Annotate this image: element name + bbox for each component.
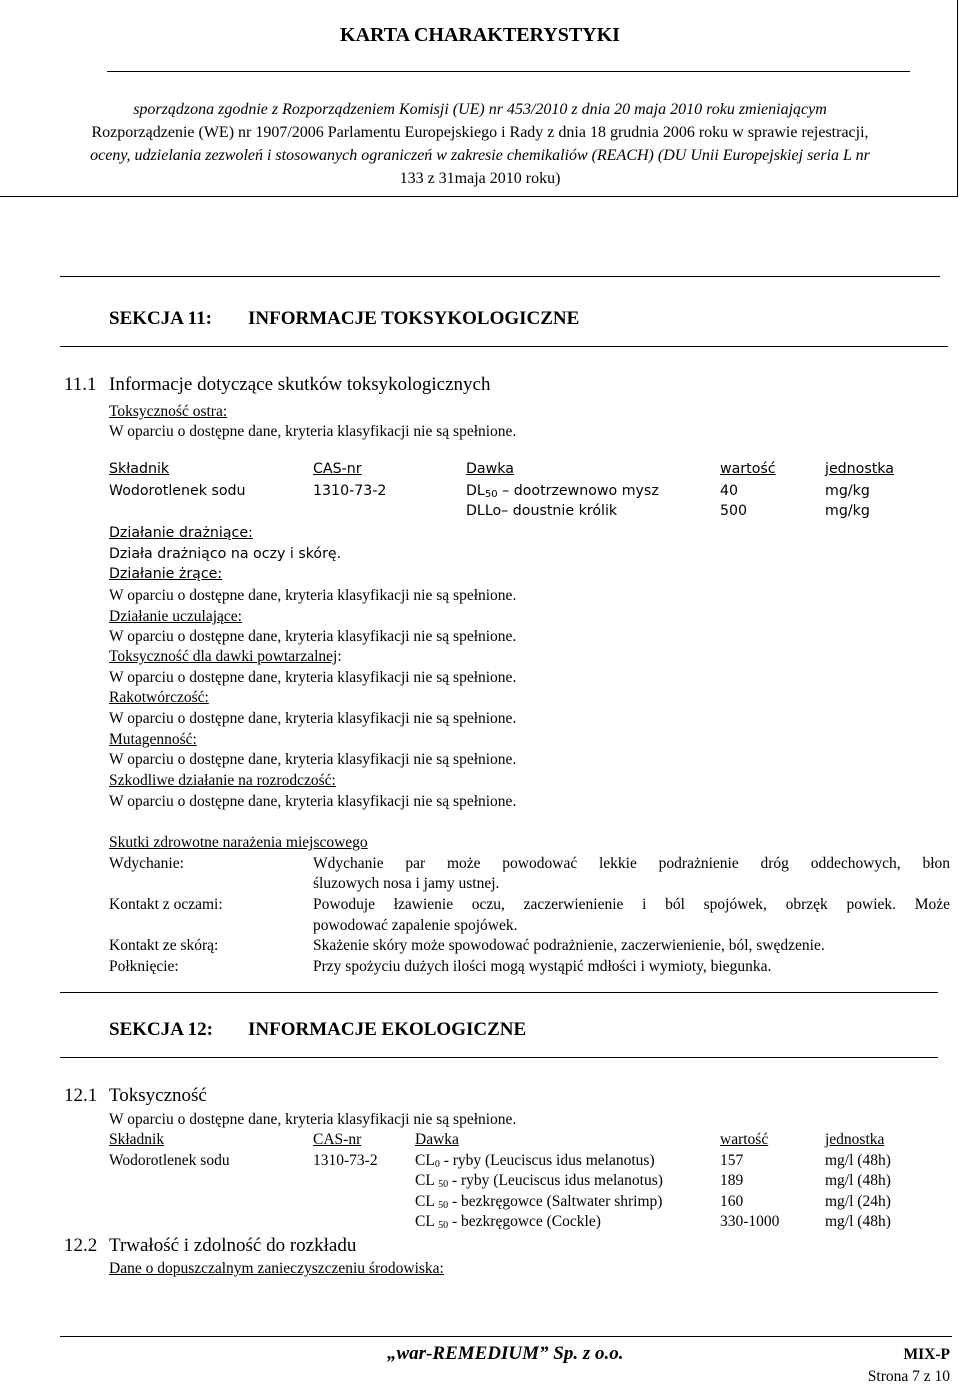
effect-route-inhalation: Wdychanie: [109,855,184,872]
sensitization-text: W oparciu o dostępne dane, kryteria klasyfikacji nie są spełnione. [109,628,517,645]
reproductive-toxicity-text: W oparciu o dostępne dane, kryteria klasyfikacji nie są spełnione. [109,793,517,810]
table-row-component: Wodorotlenek sodu [109,483,246,499]
table-row-dose: $DL_{50}$ – dootrzewnowo mysz [466,483,659,500]
table-header-component: Składnik [109,461,170,477]
table-row-dose: DLLo– doustnie królik [466,503,618,519]
irritant-label: Działanie drażniące: [109,525,253,541]
section-11-bottom-rule [60,346,948,347]
table-row-dose: CL $_{50}$ - bezkręgowce (Cockle) [415,1213,601,1231]
effect-text-ingestion: Przy spożyciu dużych ilości mogą wystąpić mdłości i wymioty, biegunka. [313,958,772,975]
header-frame [0,0,958,197]
reproductive-toxicity-label: Szkodliwe działanie na rozrodczość: [109,772,336,789]
carcinogenicity-label: Rakotwórczość: [109,689,209,706]
table-row-component: Wodorotlenek sodu [109,1152,230,1169]
section-12-title: INFORMACJE EKOLOGICZNE [248,1019,527,1040]
environment-data-label: Dane o dopuszczalnym zanieczyszczeniu środowiska: [109,1260,444,1277]
footer-page-number: Strona 7 z 10 [867,1368,950,1385]
table-row-value: 40 [720,483,739,499]
table-header-value: wartość [720,461,776,477]
section-12-number: SEKCJA 12: [109,1019,213,1040]
local-effects-label: Skutki zdrowotne narażenia miejscowego [109,834,368,851]
subsection-12-2-title: Trwałość i zdolność do rozkładu [109,1235,357,1256]
section-12-bottom-rule [60,1057,938,1058]
effect-text-inhalation-cont: śluzowych nosa i jamy ustnej. [313,875,500,892]
table-row-cas: 1310-73-2 [313,1152,378,1169]
carcinogenicity-text: W oparciu o dostępne dane, kryteria klasyfikacji nie są spełnione. [109,710,517,727]
table-row-unit: mg/kg [825,503,870,519]
subsection-12-2-number: 12.2 [64,1235,98,1256]
subsection-11-1-title: Informacje dotyczące skutków toksykologicznych [109,374,491,395]
section-11-number: SEKCJA 11: [109,308,212,329]
table-row-unit: mg/l (48h) [825,1172,891,1189]
section-12-top-rule [60,992,938,993]
sensitization-label: Działanie uczulające: [109,608,242,625]
table-row-value: 189 [720,1172,744,1189]
table-row-dose: $CL_0$ - ryby (Leuciscus idus melanotus) [415,1152,655,1170]
footer-rule [60,1336,952,1337]
subsection-12-1-title: Toksyczność [109,1085,207,1106]
regulation-line-4: 133 z 31maja 2010 roku) [399,170,561,187]
section-11-top-rule [60,276,940,277]
effect-route-eyes: Kontakt z oczami: [109,896,223,913]
eco-toxicity-text: W oparciu o dostępne dane, kryteria klasyfikacji nie są spełnione. [109,1111,517,1128]
repeated-dose-label: Toksyczność dla dawki powtarzalnej: [109,648,342,665]
effect-text-eyes-cont: powodować zapalenie spojówek. [313,917,518,934]
mutagenicity-text: W oparciu o dostępne dane, kryteria klasyfikacji nie są spełnione. [109,751,517,768]
table-header-value: wartość [720,1131,769,1148]
regulation-line-3: oceny, udzielania zezwoleń i stosowanych ograniczeń w zakresie chemikaliów (REACH) (DU Unii Europejskiej seria L nr [90,147,870,164]
table-header-unit: jednostka [825,461,894,477]
subsection-12-1-number: 12.1 [64,1085,98,1106]
table-row-value: 330-1000 [720,1213,780,1230]
table-header-dose: Dawka [415,1131,459,1148]
irritant-text: Działa drażniąco na oczy i skórę. [109,546,342,562]
table-header-cas: CAS-nr [313,461,362,477]
table-header-dose: Dawka [466,461,514,477]
table-header-cas: CAS-nr [313,1131,362,1148]
mutagenicity-label: Mutagenność: [109,731,197,748]
table-row-value: 500 [720,503,748,519]
effect-route-skin: Kontakt ze skórą: [109,937,219,954]
regulation-line-2: Rozporządzenie (WE) nr 1907/2006 Parlamentu Europejskiego i Rady z dnia 18 grudnia 2006 roku w sprawie rejestracji, [91,124,869,141]
effect-text-skin: Skażenie skóry może spowodować podrażnienie, zaczerwienienie, ból, swędzenie. [313,937,825,954]
table-row-cas: 1310-73-2 [313,483,387,499]
document-title: KARTA CHARAKTERYSTYKI [340,24,620,46]
table-row-unit: mg/l (48h) [825,1152,891,1169]
acute-toxicity-text: W oparciu o dostępne dane, kryteria klasyfikacji nie są spełnione. [109,423,517,440]
table-row-dose: CL $_{50}$ - bezkręgowce (Saltwater shrimp) [415,1193,663,1211]
footer-company: „war-REMEDIUM” Sp. z o.o. [387,1343,624,1364]
acute-toxicity-label: Toksyczność ostra: [109,403,228,420]
regulation-line-1: sporządzona zgodnie z Rozporządzeniem Komisji (UE) nr 453/2010 z dnia 20 maja 2010 roku zmieniającym [133,101,827,118]
table-row-unit: mg/l (48h) [825,1213,891,1230]
section-11-title: INFORMACJE TOKSYKOLOGICZNE [248,308,580,329]
corrosive-text: W oparciu o dostępne dane, kryteria klasyfikacji nie są spełnione. [109,587,517,604]
effect-text-eyes: Powoduje łzawienie oczu, zaczerwienienie i ból spojówek, obrzęk powiek. Może [313,896,950,913]
table-row-unit: mg/l (24h) [825,1193,891,1210]
effect-route-ingestion: Połknięcie: [109,958,179,975]
corrosive-label: Działanie żrące: [109,566,223,582]
subsection-11-1-number: 11.1 [64,374,97,395]
table-row-value: 157 [720,1152,744,1169]
table-row-value: 160 [720,1193,744,1210]
repeated-dose-text: W oparciu o dostępne dane, kryteria klasyfikacji nie są spełnione. [109,669,517,686]
table-row-dose: CL $_{50}$ - ryby (Leuciscus idus melanotus) [415,1172,663,1190]
table-header-unit: jednostka [825,1131,885,1148]
footer-product: MIX-P [903,1346,950,1363]
table-header-component: Składnik [109,1131,165,1148]
table-row-unit: mg/kg [825,483,870,499]
effect-text-inhalation: Wdychanie par może powodować lekkie podrażnienie dróg oddechowych, błon [313,855,950,872]
